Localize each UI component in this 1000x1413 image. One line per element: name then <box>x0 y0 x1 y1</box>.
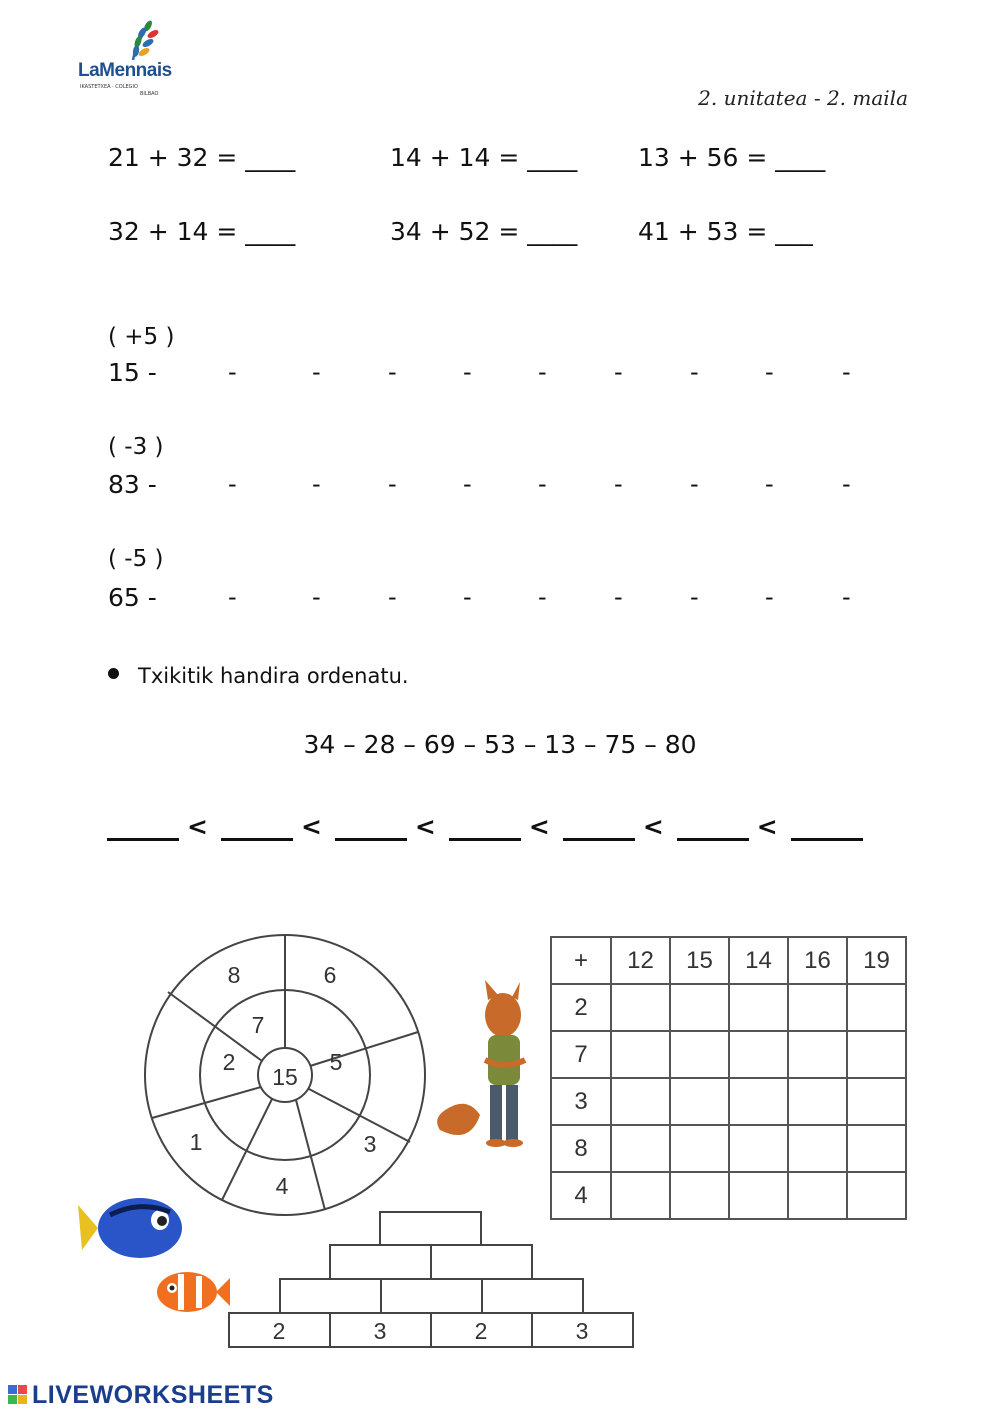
less-than-symbol: < <box>756 812 778 841</box>
table-answer-cell[interactable] <box>788 1078 847 1125</box>
wheel-inner: 2 <box>222 1049 236 1075</box>
sequence-blank[interactable]: - <box>312 470 321 498</box>
table-answer-cell[interactable] <box>847 1172 906 1219</box>
sequence-blank[interactable]: - <box>765 358 774 386</box>
sequence-blank[interactable]: - <box>538 583 547 611</box>
blue-fish-icon <box>78 1198 182 1258</box>
table-answer-cell[interactable] <box>611 1172 670 1219</box>
sequence-rule: ( +5 ) <box>108 324 175 350</box>
equation-3[interactable]: 13 + 56 = ____ <box>638 143 826 172</box>
sequence-blank[interactable]: - <box>228 470 237 498</box>
sequence-start: 65 - <box>108 583 157 612</box>
table-answer-cell[interactable] <box>611 984 670 1031</box>
unit-label: 2. unitatea - 2. maila <box>698 86 908 110</box>
sequence-rule: ( -5 ) <box>108 546 164 572</box>
wheel-inner: 5 <box>329 1049 343 1075</box>
table-answer-cell[interactable] <box>847 1125 906 1172</box>
equation-1[interactable]: 21 + 32 = ____ <box>108 143 296 172</box>
sequence-blank[interactable]: - <box>538 358 547 386</box>
table-header-cell: 12 <box>611 937 670 984</box>
pyramid-base-cell: 2 <box>272 1318 286 1344</box>
sequence-blank[interactable]: - <box>690 583 699 611</box>
logo-city: BILBAO <box>140 91 159 97</box>
sequence-blank[interactable]: - <box>312 358 321 386</box>
table-answer-cell[interactable] <box>729 1078 788 1125</box>
sequence-start: 83 - <box>108 470 157 499</box>
table-answer-cell[interactable] <box>729 1172 788 1219</box>
sequence-blank[interactable]: - <box>388 583 397 611</box>
equation-4[interactable]: 32 + 14 = ____ <box>108 217 296 246</box>
sequence-blank[interactable]: - <box>614 470 623 498</box>
table-answer-cell[interactable] <box>729 1031 788 1078</box>
table-row <box>551 1172 906 1219</box>
sequence-blank[interactable]: - <box>765 470 774 498</box>
table-row <box>551 1078 906 1125</box>
less-than-symbol: < <box>187 812 208 841</box>
sequence-blank[interactable]: - <box>228 358 237 386</box>
table-row-label: 3 <box>551 1078 611 1125</box>
sequence-blank[interactable]: - <box>463 358 472 386</box>
table-answer-cell[interactable] <box>670 1172 729 1219</box>
less-than-symbol: < <box>528 812 550 841</box>
table-header-row <box>551 937 906 984</box>
pyramid-base-cell: 3 <box>575 1318 589 1344</box>
sequence-blank[interactable]: - <box>765 583 774 611</box>
table-answer-cell[interactable] <box>788 1031 847 1078</box>
sequence-blank[interactable]: - <box>842 358 851 386</box>
sequence-blank[interactable]: - <box>463 470 472 498</box>
sequence-blank[interactable]: - <box>388 470 397 498</box>
table-answer-cell[interactable] <box>670 1031 729 1078</box>
sequence-blank[interactable]: - <box>842 583 851 611</box>
sequence-blank[interactable]: - <box>614 358 623 386</box>
sequence-blank[interactable]: - <box>463 583 472 611</box>
sequence-blank[interactable]: - <box>690 358 699 386</box>
liveworksheets-brand[interactable]: LIVEWORKSHEETS <box>32 1381 274 1409</box>
wheel-outer: 4 <box>275 1173 289 1199</box>
table-row-label: 2 <box>551 984 611 1031</box>
pyramid-base-cell: 2 <box>474 1318 488 1344</box>
table-answer-cell[interactable] <box>788 1125 847 1172</box>
table-answer-cell[interactable] <box>729 1125 788 1172</box>
table-answer-cell[interactable] <box>847 1078 906 1125</box>
equation-5[interactable]: 34 + 52 = ____ <box>390 217 578 246</box>
sequence-blank[interactable]: - <box>614 583 623 611</box>
less-than-symbol: < <box>414 812 436 841</box>
logo-text: LaMennais <box>78 60 172 81</box>
logo-subtitle: IKASTETXEA · COLEGIO <box>80 84 138 90</box>
table-answer-cell[interactable] <box>670 1125 729 1172</box>
wheel-center: 15 <box>272 1064 298 1090</box>
sequence-blank[interactable]: - <box>538 470 547 498</box>
table-row-label: 4 <box>551 1172 611 1219</box>
liveworksheets-logo-icon <box>8 1385 27 1404</box>
table-header-cell: 16 <box>788 937 847 984</box>
wheel-outer: 6 <box>323 962 337 988</box>
wheel-inner: 7 <box>251 1012 265 1038</box>
table-row <box>551 984 906 1031</box>
table-header-cell: + <box>551 937 611 984</box>
sequence-blank[interactable]: - <box>690 470 699 498</box>
equation-6[interactable]: 41 + 53 = ___ <box>638 217 813 246</box>
table-answer-cell[interactable] <box>788 1172 847 1219</box>
table-answer-cell[interactable] <box>670 984 729 1031</box>
table-answer-cell[interactable] <box>847 984 906 1031</box>
sequence-rule: ( -3 ) <box>108 434 164 460</box>
sequence-blank[interactable]: - <box>842 470 851 498</box>
fox-character-icon <box>437 980 525 1147</box>
wheel-outer: 8 <box>227 962 241 988</box>
table-answer-cell[interactable] <box>611 1078 670 1125</box>
wheel-outer: 1 <box>189 1129 203 1155</box>
table-row <box>551 1125 906 1172</box>
sequence-start: 15 - <box>108 358 157 387</box>
number-pyramid <box>229 1212 633 1347</box>
table-header-cell: 15 <box>670 937 729 984</box>
less-than-symbol: < <box>300 812 322 841</box>
table-row <box>551 1031 906 1078</box>
wheel-outer: 3 <box>363 1131 377 1157</box>
sequence-blank[interactable]: - <box>388 358 397 386</box>
addition-table <box>550 936 907 1220</box>
less-than-symbol: < <box>642 812 664 841</box>
table-answer-cell[interactable] <box>847 1031 906 1078</box>
ordering-numbers: 34 – 28 – 69 – 53 – 13 – 75 – 80 <box>303 730 697 759</box>
table-answer-cell[interactable] <box>729 984 788 1031</box>
pyramid-base-cell: 3 <box>373 1318 387 1344</box>
table-row-label: 7 <box>551 1031 611 1078</box>
sequence-blank[interactable]: - <box>312 583 321 611</box>
table-header-cell: 14 <box>729 937 788 984</box>
clownfish-icon <box>157 1272 230 1312</box>
table-answer-cell[interactable] <box>611 1031 670 1078</box>
equation-2[interactable]: 14 + 14 = ____ <box>390 143 578 172</box>
table-answer-cell[interactable] <box>611 1125 670 1172</box>
ordering-instruction: Txikitik handira ordenatu. <box>138 664 409 688</box>
table-answer-cell[interactable] <box>670 1078 729 1125</box>
table-answer-cell[interactable] <box>788 984 847 1031</box>
table-header-cell: 19 <box>847 937 906 984</box>
table-row-label: 8 <box>551 1125 611 1172</box>
sequence-blank[interactable]: - <box>228 583 237 611</box>
